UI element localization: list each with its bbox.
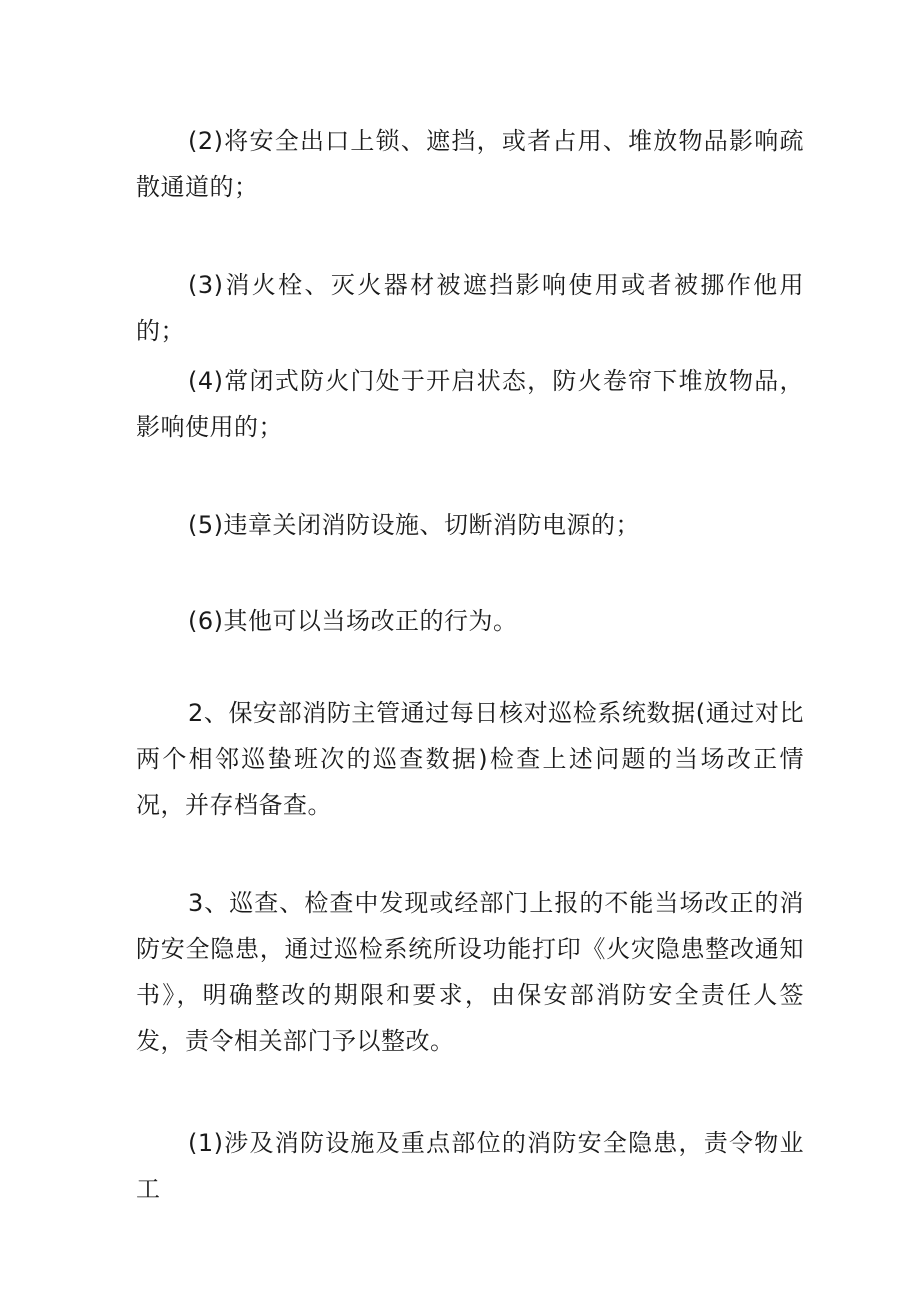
paragraph-item-4: (4)常闭式防火门处于开启状态，防火卷帘下堆放物品，影响使用的； [136, 367, 804, 441]
paragraph-section-3: 3、巡查、检查中发现或经部门上报的不能当场改正的消防安全隐患，通过巡检系统所设功能打印《火灾隐患整改通知书》，明确整改的期限和要求，由保安部消防安全责任人签发，责令相关部门予以整改。 [136, 889, 804, 1055]
paragraph-item-5: (5)违章关闭消防设施、切断消防电源的； [188, 511, 640, 539]
paragraph-section-2: 2、保安部消防主管通过每日核对巡检系统数据(通过对比两个相邻巡蛰班次的巡查数据)检查上述问题的当场改正情况，并存档备查。 [136, 699, 804, 819]
paragraph-item-6: (6)其他可以当场改正的行为。 [188, 607, 518, 635]
paragraph-subitem-1: (1)涉及消防设施及重点部位的消防安全隐患，责令物业工 [136, 1129, 804, 1203]
paragraph-item-3: (3)消火栓、灭火器材被遮挡影响使用或者被挪作他用的； [136, 271, 804, 345]
paragraph-item-2: (2)将安全出口上锁、遮挡，或者占用、堆放物品影响疏散通道的； [136, 127, 804, 201]
